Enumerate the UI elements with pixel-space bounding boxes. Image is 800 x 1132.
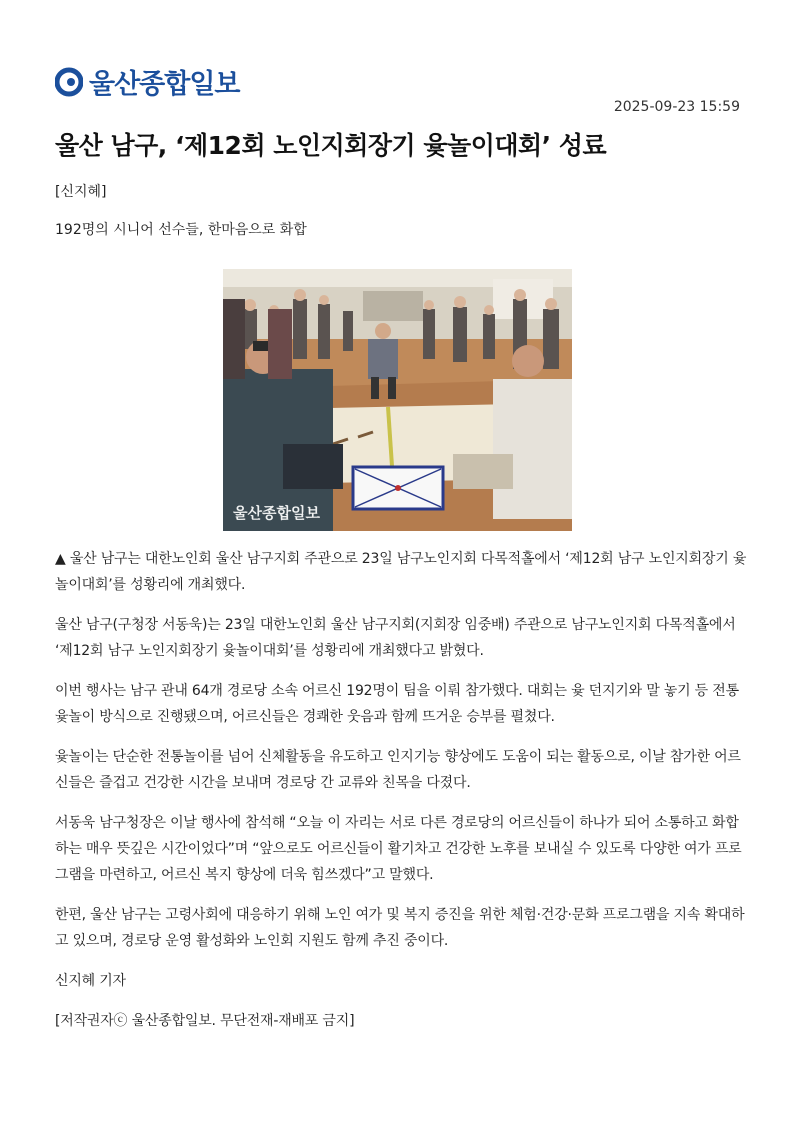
photo-watermark: 울산종합일보 — [233, 504, 320, 522]
article-photo[interactable] — [223, 269, 572, 531]
paragraph: 울산 남구(구청장 서동욱)는 23일 대한노인회 울산 남구지회(지회장 임중배) 주관으로 남구노인지회 다목적홀에서 ‘제12회 남구 노인지회장기 윷놀이대회’를 성황리에 개최했다고 밝혔다. — [55, 617, 736, 659]
copyright-notice: [저작권자ⓒ 울산종합일보. 무단전재-재배포 금지] — [55, 1013, 355, 1029]
article-subtitle: 192명의 시니어 선수들, 한마음으로 화합 — [55, 222, 307, 238]
site-logo[interactable] — [55, 62, 240, 101]
reporter-name: 신지혜 기자 — [55, 973, 126, 989]
paragraph: 이번 행사는 남구 관내 64개 경로당 소속 어르신 192명이 팀을 이뤄 참가했다. 대회는 윷 던지기와 말 놓기 등 전통 윷놀이 방식으로 진행됐으며, 어르신들은 경쾌한 웃음과 함께 뜨거운 승부를 펼쳤다. — [55, 683, 739, 725]
paragraph: 한편, 울산 남구는 고령사회에 대응하기 위해 노인 여가 및 복지 증진을 위한 체험·건강·문화 프로그램을 지속 확대하고 있으며, 경로당 운영 활성화와 노인회 지원도 함께 추진 중이다. — [55, 907, 745, 949]
photo-scene — [223, 269, 572, 531]
article-title: 울산 남구, ‘제12회 노인지회장기 윷놀이대회’ 성료 — [55, 131, 607, 160]
article-byline: [신지혜] — [55, 184, 107, 200]
publish-date: 2025-09-23 15:59 — [613, 99, 740, 115]
photo-caption: ▲ 울산 남구는 대한노인회 울산 남구지회 주관으로 23일 남구노인지회 다목적홀에서 ‘제12회 남구 노인지회장기 윷놀이대회’를 성황리에 개최했다. — [55, 551, 747, 593]
ulsan-logo-icon — [55, 67, 83, 97]
article-body — [55, 546, 748, 1048]
paragraph: 윷놀이는 단순한 전통놀이를 넘어 신체활동을 유도하고 인지기능 향상에도 도움이 되는 활동으로, 이날 참가한 어르신들은 즐겁고 건강한 시간을 보내며 경로당 간 교류와 친목을 다졌다. — [55, 749, 741, 791]
logo-text: 울산종합일보 — [89, 69, 240, 100]
paragraph: 서동욱 남구청장은 이날 행사에 참석해 “오늘 이 자리는 서로 다른 경로당의 어르신들이 하나가 되어 소통하고 화합하는 매우 뜻깊은 시간이었다”며 “앞으로도 어르신들이 활기차고 건강한 노후를 보내실 수 있도록 다양한 여가 프로그램을 마련하고, 어르신 복지 향상에 더욱 힘쓰겠다”고 말했다. — [55, 815, 742, 883]
